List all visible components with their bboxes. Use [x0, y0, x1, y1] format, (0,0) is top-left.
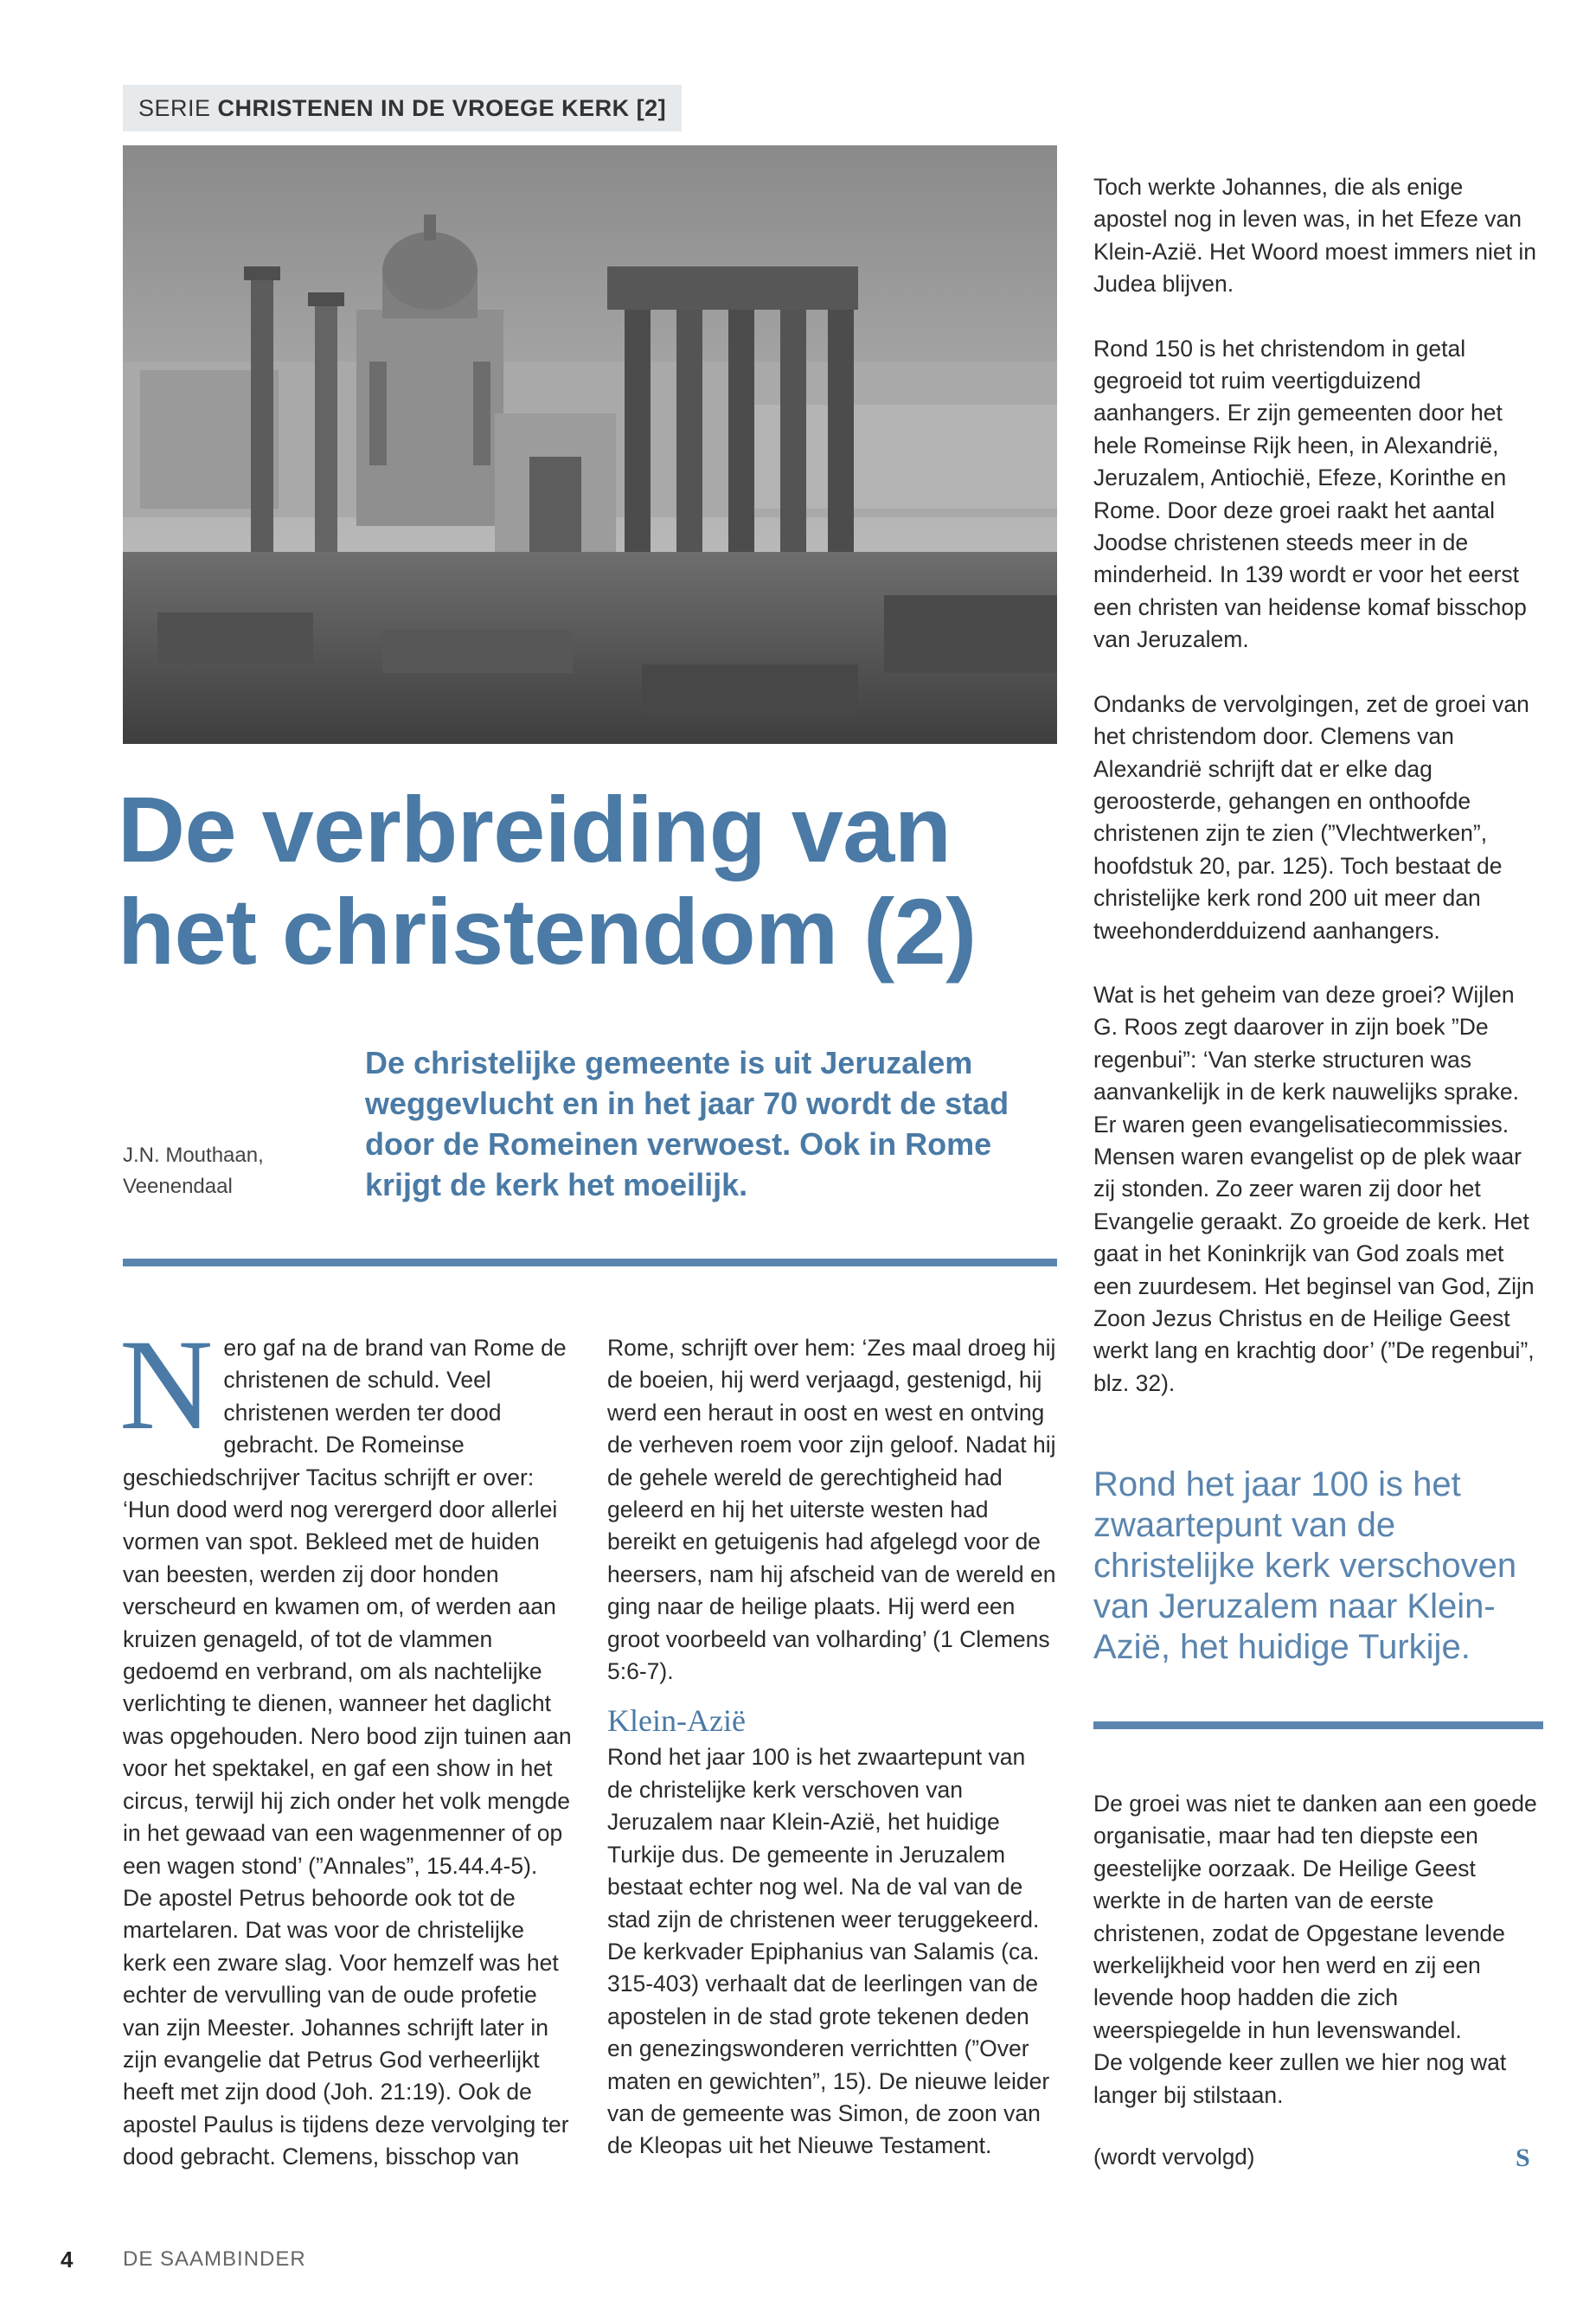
series-tag: [123, 85, 682, 131]
article-title: [118, 779, 1069, 983]
col3-paragraph-6: De volgende keer zullen we hier nog wat langer bij stilstaan.: [1093, 2049, 1507, 2108]
continued-note: (wordt vervolgd): [1093, 2144, 1255, 2170]
divider-rule: [123, 1259, 1057, 1266]
subheading-klein-azie: Klein-Azië: [607, 1703, 746, 1739]
author-block: [123, 1140, 330, 1202]
col3-paragraph-1: Toch werkte Johannes, die als enige apostel nog in leven was, in het Efeze van Klein-Azië. Het Woord moest immers niet in Judea blijven.: [1093, 174, 1537, 298]
pull-quote: Rond het jaar 100 is het zwaartepunt van de christelijke kerk verschoven van Jeruzalem naar Klein-Azië, het huidige Turkije.: [1093, 1465, 1517, 1666]
col2-paragraph-3: De kerkvader Epiphanius van Salamis (ca. 315-403) verhaalt dat de leerlingen van de apostelen in de stad grote tekenen deden en genezingswonderen verrichtten (”Over maten en gewichten”, 15). De nieuwe leider van de gemeente was Simon, de zoon van de Kleopas uit het Nieuwe Testament.: [607, 1938, 1050, 2159]
col3-paragraph-3: Ondanks de vervolgingen, zet de groei van het christendom door. Clemens van Alexandrië schrijft dat er elke dag geroosterde, gehangen en onthoofde christenen zijn te zien (”Vlechtwerken”, hoofdstuk 20, par. 125). Toch bestaat de christelijke kerk rond 200 uit meer dan tweehonderdduizend aanhangers.: [1093, 690, 1529, 944]
body-column-3-bottom: [1093, 1788, 1543, 2112]
photo-illustration: [123, 145, 1057, 744]
col1-paragraph-1: ero gaf na de brand van Rome de christenen de schuld. Veel christenen werden ter dood gebracht. De Romeinse geschiedschrijver Tacitus schrijft er over: ‘Hun dood werd nog verergerd door allerlei vormen van spot. Bekleed met de huiden van beesten, werden zij door honden verscheurd en kwamen om, of werden aan kruizen genageld, of tot de vlammen gedoemd en verbrand, om als nachtelijke verlichting te dienen, wanneer het daglicht was opgehouden. Nero bood zijn tuinen aan voor het spektakel, en gaf een show in het circus, terwijl hij zich onder het volk mengde in het gewaad van een wagenmenner of op een wagen stond’ (”Annales”, 15.44.4-5).: [123, 1335, 572, 1879]
col3-paragraph-5: De groei was niet te danken aan een goede organisatie, maar had ten diepste een geestelijke oorzaak. De Heilige Geest werkte in de harten van de eerste christenen, zodat de Opgestane levende werkelijkheid voor hen werd en zij een levende hoop hadden die zich weerspiegelde in hun levenswandel.: [1093, 1791, 1537, 2043]
magazine-name: DE SAAMBINDER: [123, 2247, 306, 2271]
end-mark-icon: S: [1516, 2144, 1530, 2172]
author-place: Veenendaal: [123, 1175, 233, 1198]
series-name: CHRISTENEN IN DE VROEGE KERK [2]: [217, 95, 667, 121]
col3-paragraph-4: Wat is het geheim van deze groei? Wijlen G. Roos zegt daarover in zijn boek ”De regenbui”: ‘Van sterke structuren was aanvankelijk in de kerk nauwelijks sprake. Er waren geen evangelisatiecommissies. Mensen waren evangelist op de plek waar zij stonden. Zo zeer waren zij door het Evangelie geraakt. Zo groeide de kerk. Het gaat in het Koninkrijk van God zoals met een zuurdesem. Het beginsel van God, Zijn Zoon Jezus Christus en de Heilige Geest werkt lang en krachtig door’ (”De regenbui”, blz. 32).: [1093, 981, 1535, 1396]
title-line-2: het christendom (2): [118, 879, 977, 984]
body-column-3: [1093, 171, 1543, 1400]
title-line-1: De verbreiding van: [118, 777, 952, 881]
col2-paragraph-2: Rond het jaar 100 is het zwaartepunt van de christelijke kerk verschoven van Jeruzalem naar Klein-Azië, het huidige Turkije dus. De gemeente in Jeruzalem bestaat echter nog wel. Na de val van de stad zijn de christenen weer teruggekeerd.: [607, 1744, 1040, 1932]
author-name: J.N. Mouthaan,: [123, 1144, 264, 1167]
lead-paragraph: De christelijke gemeente is uit Jeruzalem weggevlucht en in het jaar 70 wordt de stad door de Romeinen verwoest. Ook in Rome krijgt de kerk het moeilijk.: [365, 1045, 1010, 1202]
col2-paragraph-1: Rome, schrijft over hem: ‘Zes maal droeg hij de boeien, hij werd verjaagd, gestenigd, hij werd een heraut in oost en west en ontving de verheven roem voor zijn geloof. Nadat hij de gehele wereld de gerechtigheid had geleerd en hij het uiterste westen had bereikt en getuigenis had afgelegd voor de heersers, nam hij afscheid van de wereld en ging naar de heilige plaats. Hij werd een groot voorbeeld van volharding’ (1 Clemens 5:6-7).: [607, 1335, 1056, 1685]
col1-paragraph-2: De apostel Petrus behoorde ook tot de martelaren. Dat was voor de christelijke kerk een zware slag. Voor hemzelf was het echter de vervulling van de oude profetie van zijn Meester. Johannes schrijft later in zijn evangelie dat Petrus God verheerlijkt heeft met zijn dood (Joh. 21:19). Ook de apostel Paulus is tijdens deze vervolging ter dood gebracht. Clemens, bisschop van: [123, 1884, 569, 2170]
pull-quote-rule: [1093, 1721, 1543, 1729]
page-number: 4: [61, 2247, 74, 2272]
series-prefix: SERIE: [138, 95, 211, 121]
forum-romanum-photo: [123, 145, 1057, 744]
body-column-2: [607, 1332, 1057, 2163]
col3-paragraph-2: Rond 150 is het christendom in getal gegroeid tot ruim veertigduizend aanhangers. Er zijn gemeenten door het hele Romeinse Rijk heen, in Alexandrië, Jeruzalem, Antiochië, Efeze, Korinthe en Rome. Door deze groei raakt het aantal Joodse christenen steeds meer in de minderheid. In 139 wordt er voor het eerst een christen van heidense komaf bisschop van Jeruzalem.: [1093, 335, 1527, 653]
body-column-1: [119, 1313, 573, 2174]
drop-cap: N: [119, 1313, 214, 1457]
